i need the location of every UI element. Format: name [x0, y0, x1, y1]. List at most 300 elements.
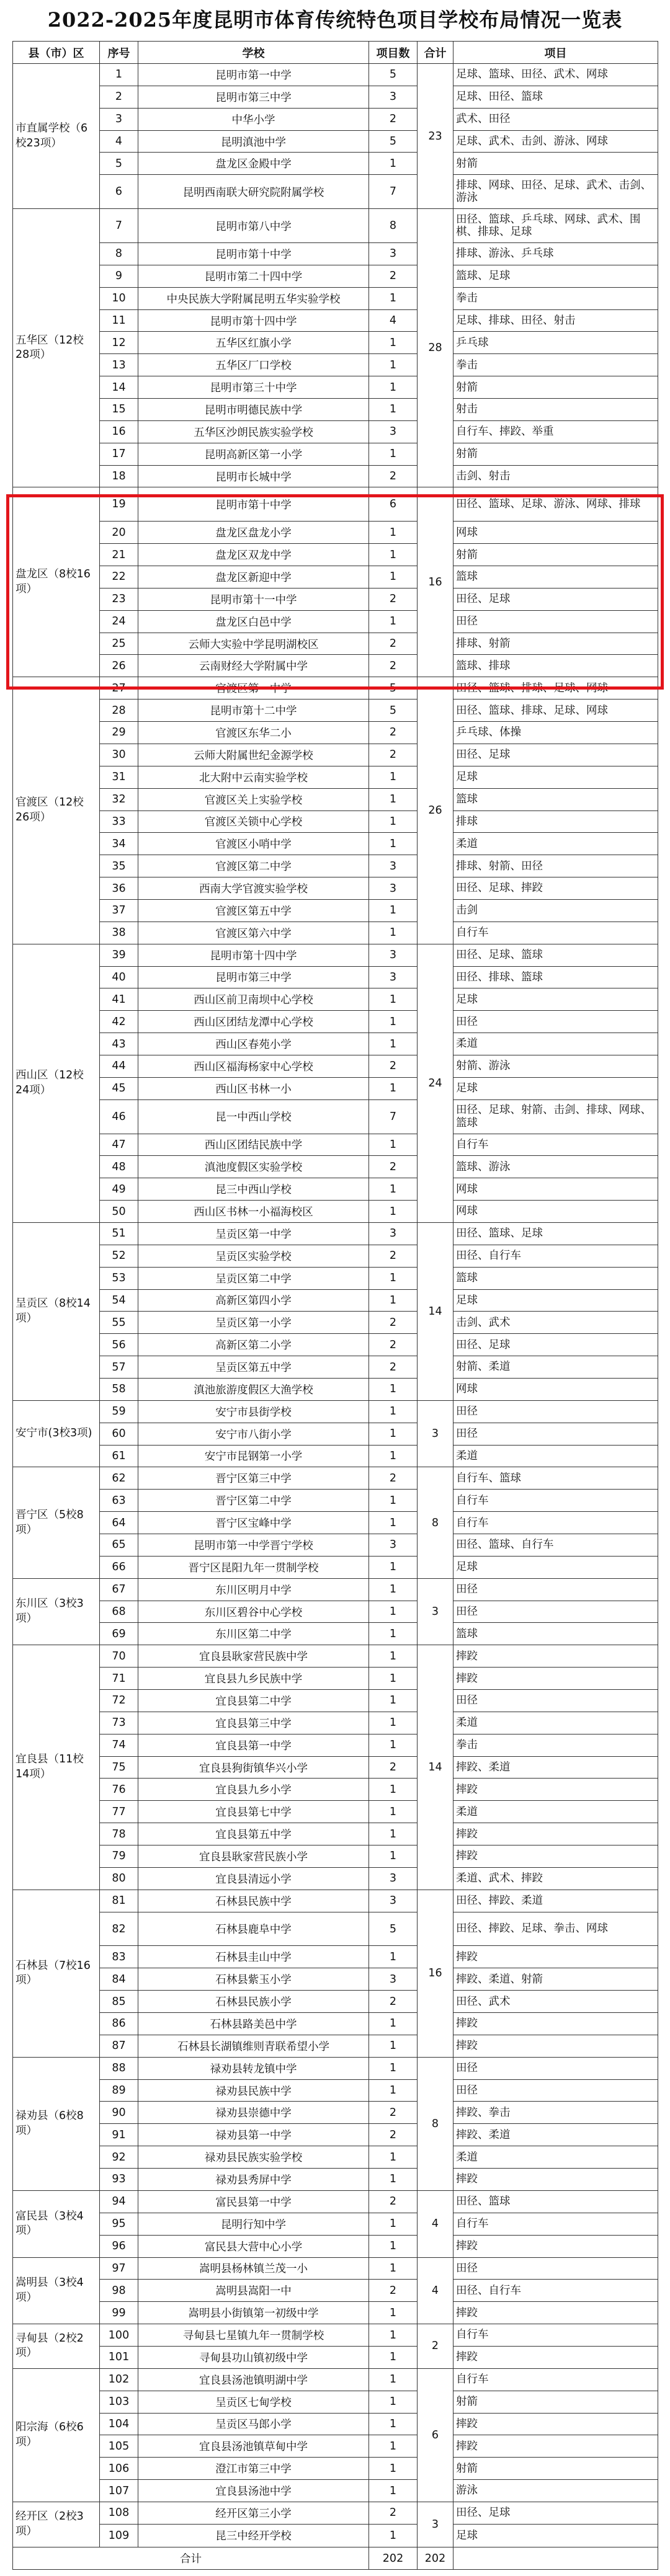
count-cell: 3: [369, 243, 418, 265]
count-cell: 3: [369, 877, 418, 900]
school-cell: 昆明市第十二中学: [138, 700, 369, 722]
header-total: 合计: [418, 42, 453, 64]
table-row: [13, 655, 658, 677]
school-cell: 呈贡区马郎小学: [138, 2413, 369, 2435]
table-row: [13, 1601, 658, 1623]
table-row: [13, 265, 658, 287]
table-row: [13, 1077, 658, 1099]
index-cell: 80: [100, 1867, 138, 1890]
projects-cell: 乒乓球: [453, 332, 658, 354]
school-cell: 禄劝县转龙镇中学: [138, 2057, 369, 2079]
index-cell: 109: [100, 2524, 138, 2547]
count-cell: 3: [369, 1867, 418, 1890]
projects-cell: 摔跤: [453, 2435, 658, 2458]
school-cell: 西山区团结民族中学: [138, 1134, 369, 1156]
table-row: [13, 833, 658, 855]
count-cell: 2: [369, 1055, 418, 1077]
projects-cell: 排球、网球、田径、足球、武术、击剑、游泳: [453, 175, 658, 209]
group-total-cell: 2: [418, 2324, 453, 2369]
region-cell: 经开区（2校3项）: [13, 2502, 100, 2547]
count-cell: 1: [369, 354, 418, 376]
school-cell: 呈贡区第一中学: [138, 1222, 369, 1245]
table-row: [13, 2480, 658, 2502]
school-cell: 高新区第四小学: [138, 1289, 369, 1312]
projects-cell: 柔道: [453, 1033, 658, 1055]
table-row: [13, 2391, 658, 2413]
count-cell: 1: [369, 1734, 418, 1756]
group-total-cell: 14: [418, 1222, 453, 1400]
index-cell: 15: [100, 399, 138, 421]
index-cell: 46: [100, 1099, 138, 1134]
projects-cell: 柔道: [453, 2146, 658, 2169]
index-cell: 18: [100, 465, 138, 487]
count-cell: 2: [369, 1334, 418, 1356]
school-cell: 昆明市第十中学: [138, 487, 369, 522]
projects-cell: 摔跤: [453, 2413, 658, 2435]
count-cell: 1: [369, 1011, 418, 1033]
region-cell: 五华区（12校28项）: [13, 209, 100, 487]
count-cell: 2: [369, 744, 418, 766]
count-cell: 1: [369, 1645, 418, 1668]
projects-cell: 击剑、武术: [453, 1312, 658, 1334]
count-cell: 1: [369, 2413, 418, 2435]
count-cell: 2: [369, 1245, 418, 1267]
region-cell: 盘龙区（8校16项）: [13, 487, 100, 677]
projects-cell: 足球、篮球、田径、武术、网球: [453, 64, 658, 86]
table-row: [13, 1267, 658, 1289]
index-cell: 107: [100, 2480, 138, 2502]
count-cell: 8: [369, 209, 418, 243]
school-cell: 晋宁区宝峰中学: [138, 1512, 369, 1534]
school-cell: 滇池旅游度假区大渔学校: [138, 1378, 369, 1400]
school-cell: 官渡区关锁中心学校: [138, 811, 369, 833]
index-cell: 12: [100, 332, 138, 354]
index-cell: 50: [100, 1201, 138, 1223]
index-cell: 66: [100, 1556, 138, 1578]
count-cell: 1: [369, 2146, 418, 2169]
count-cell: 1: [369, 2391, 418, 2413]
school-cell: 宜良县第一中学: [138, 1734, 369, 1756]
school-cell: 盘龙区白邑中学: [138, 610, 369, 633]
table-row: [13, 1734, 658, 1756]
count-cell: 1: [369, 1445, 418, 1467]
count-cell: 2: [369, 1467, 418, 1490]
projects-cell: 足球: [453, 766, 658, 788]
school-cell: 晋宁区第二中学: [138, 1490, 369, 1512]
index-cell: 22: [100, 566, 138, 588]
count-cell: 2: [369, 2190, 418, 2213]
projects-cell: 射箭: [453, 2458, 658, 2480]
count-cell: 2: [369, 265, 418, 287]
table-row: [13, 944, 658, 966]
count-cell: 1: [369, 2458, 418, 2480]
table-row: [13, 877, 658, 900]
index-cell: 55: [100, 1312, 138, 1334]
table-row: [13, 1867, 658, 1890]
table-row: [13, 1289, 658, 1312]
projects-cell: 田径、篮球、足球、游泳、网球、排球: [453, 487, 658, 522]
projects-cell: 摔跤: [453, 2013, 658, 2035]
region-cell: 西山区（12校24项）: [13, 944, 100, 1222]
projects-cell: 自行车: [453, 1134, 658, 1156]
projects-cell: 田径、篮球、排球、足球、网球: [453, 700, 658, 722]
index-cell: 81: [100, 1890, 138, 1912]
index-cell: 19: [100, 487, 138, 522]
school-cell: 昆三中经开学校: [138, 2524, 369, 2547]
table-row: [13, 1490, 658, 1512]
projects-cell: 田径: [453, 2257, 658, 2280]
table-row: [13, 1334, 658, 1356]
group-total-cell: 23: [418, 64, 453, 209]
projects-cell: 自行车: [453, 2324, 658, 2347]
region-cell: 禄劝县（6校8项）: [13, 2057, 100, 2190]
table-row: [13, 1512, 658, 1534]
projects-cell: 篮球: [453, 1267, 658, 1289]
index-cell: 2: [100, 86, 138, 108]
count-cell: 1: [369, 1267, 418, 1289]
projects-cell: 田径、武术: [453, 1991, 658, 2013]
table-row: [13, 209, 658, 243]
school-cell: 嵩明县嵩阳一中: [138, 2280, 369, 2302]
school-cell: 官渡区第一中学: [138, 677, 369, 700]
index-cell: 92: [100, 2146, 138, 2169]
index-cell: 86: [100, 2013, 138, 2035]
school-cell: 昆明市第三中学: [138, 86, 369, 108]
projects-cell: 篮球: [453, 788, 658, 811]
school-cell: 呈贡区七甸学校: [138, 2391, 369, 2413]
projects-cell: 摔跤: [453, 2035, 658, 2057]
count-cell: 3: [369, 86, 418, 108]
index-cell: 17: [100, 443, 138, 465]
school-cell: 北大附中云南实验学校: [138, 766, 369, 788]
index-cell: 94: [100, 2190, 138, 2213]
count-cell: 1: [369, 1378, 418, 1400]
count-cell: 2: [369, 1356, 418, 1379]
count-cell: 1: [369, 811, 418, 833]
projects-cell: 田径、摔跤、足球、拳击、网球: [453, 1912, 658, 1946]
index-cell: 77: [100, 1801, 138, 1823]
index-cell: 85: [100, 1991, 138, 2013]
count-cell: 1: [369, 788, 418, 811]
table-row: [13, 354, 658, 376]
projects-cell: 田径、自行车: [453, 2280, 658, 2302]
count-cell: 2: [369, 2280, 418, 2302]
projects-cell: 足球、田径、篮球: [453, 86, 658, 108]
projects-cell: 网球: [453, 1378, 658, 1400]
index-cell: 42: [100, 1011, 138, 1033]
school-cell: 宜良县耿家营民族小学: [138, 1845, 369, 1868]
table-row: [13, 1423, 658, 1445]
index-cell: 6: [100, 175, 138, 209]
table-row: [13, 2502, 658, 2524]
table-row: [13, 811, 658, 833]
index-cell: 89: [100, 2079, 138, 2102]
table-row: [13, 332, 658, 354]
index-cell: 64: [100, 1512, 138, 1534]
index-cell: 1: [100, 64, 138, 86]
index-cell: 69: [100, 1623, 138, 1645]
school-cell: 西山区书林一小福海校区: [138, 1201, 369, 1223]
table-row: [13, 1467, 658, 1490]
projects-cell: 击剑: [453, 899, 658, 922]
count-cell: 2: [369, 1756, 418, 1779]
count-cell: 1: [369, 1512, 418, 1534]
school-cell: 寻甸县功山镇初级中学: [138, 2346, 369, 2368]
region-cell: 富民县（3校4项）: [13, 2190, 100, 2257]
table-row: [13, 2280, 658, 2302]
projects-cell: 篮球、游泳: [453, 1156, 658, 1178]
table-row: [13, 2324, 658, 2347]
count-cell: 1: [369, 988, 418, 1011]
index-cell: 74: [100, 1734, 138, 1756]
index-cell: 38: [100, 922, 138, 944]
index-cell: 73: [100, 1712, 138, 1734]
table-row: [13, 2190, 658, 2213]
school-cell: 宜良县第三中学: [138, 1712, 369, 1734]
school-cell: 石林县长湖镇维则青联希望小学: [138, 2035, 369, 2057]
school-cell: 石林县鹿阜中学: [138, 1912, 369, 1946]
index-cell: 39: [100, 944, 138, 966]
group-total-cell: 24: [418, 944, 453, 1222]
table-row: [13, 2124, 658, 2146]
table-row: [13, 677, 658, 700]
count-cell: 1: [369, 332, 418, 354]
index-cell: 52: [100, 1245, 138, 1267]
projects-cell: 柔道: [453, 1445, 658, 1467]
count-cell: 1: [369, 1779, 418, 1801]
projects-cell: 摔跤: [453, 1779, 658, 1801]
index-cell: 108: [100, 2502, 138, 2524]
index-cell: 10: [100, 287, 138, 309]
school-cell: 云南财经大学附属中学: [138, 655, 369, 677]
count-cell: 1: [369, 1623, 418, 1645]
projects-cell: 田径: [453, 1400, 658, 1423]
school-cell: 石林县圭山中学: [138, 1946, 369, 1968]
table-row: [13, 2346, 658, 2368]
table-row: [13, 1668, 658, 1690]
school-cell: 禄劝县秀屏中学: [138, 2169, 369, 2191]
index-cell: 72: [100, 1690, 138, 1712]
school-cell: 官渡区第六中学: [138, 922, 369, 944]
count-cell: 5: [369, 700, 418, 722]
count-cell: 1: [369, 1712, 418, 1734]
table-row: [13, 544, 658, 566]
school-cell: 官渡区东华二小: [138, 722, 369, 744]
school-cell: 石林县民族小学: [138, 1991, 369, 2013]
count-cell: 1: [369, 1946, 418, 1968]
table-row: [13, 988, 658, 1011]
table-row: [13, 443, 658, 465]
count-cell: 3: [369, 1890, 418, 1912]
school-cell: 澄江市第三中学: [138, 2458, 369, 2480]
projects-cell: 足球、排球、田径、射击: [453, 309, 658, 332]
index-cell: 43: [100, 1033, 138, 1055]
page-title: 2022-2025年度昆明市体育传统特色项目学校布局情况一览表: [47, 8, 623, 32]
projects-cell: 足球、武术、击剑、游泳、网球: [453, 130, 658, 153]
region-cell: 市直属学校（6校23项）: [13, 64, 100, 209]
school-cell: 富民县第一中学: [138, 2190, 369, 2213]
index-cell: 82: [100, 1912, 138, 1946]
projects-cell: 田径: [453, 2079, 658, 2102]
school-cell: 石林县路美邑中学: [138, 2013, 369, 2035]
header-projects: 项目: [453, 42, 658, 64]
projects-cell: 射箭、游泳: [453, 1055, 658, 1077]
projects-cell: 田径: [453, 1578, 658, 1601]
projects-cell: 自行车、篮球: [453, 1467, 658, 1490]
header-index: 序号: [100, 42, 138, 64]
table-row: [13, 610, 658, 633]
index-cell: 63: [100, 1490, 138, 1512]
school-cell: 昆明市第八中学: [138, 209, 369, 243]
index-cell: 76: [100, 1779, 138, 1801]
count-cell: 1: [369, 2235, 418, 2257]
table-row: [13, 1099, 658, 1134]
table-row: [13, 966, 658, 988]
index-cell: 47: [100, 1134, 138, 1156]
table-row: [13, 1534, 658, 1557]
region-cell: 东川区（3校3项）: [13, 1578, 100, 1645]
index-cell: 58: [100, 1378, 138, 1400]
school-cell: 云师大实验中学昆明湖校区: [138, 633, 369, 655]
table-row: [13, 1968, 658, 1991]
school-cell: 石林县紫玉小学: [138, 1968, 369, 1991]
school-cell: 宜良县汤池镇草甸中学: [138, 2435, 369, 2458]
index-cell: 48: [100, 1156, 138, 1178]
table-row: [13, 788, 658, 811]
group-total-cell: 4: [418, 2190, 453, 2257]
count-cell: 4: [369, 309, 418, 332]
count-cell: 3: [369, 420, 418, 443]
school-cell: 盘龙区盘龙小学: [138, 522, 369, 544]
index-cell: 44: [100, 1055, 138, 1077]
index-cell: 54: [100, 1289, 138, 1312]
projects-cell: 排球、射箭、田径: [453, 855, 658, 877]
projects-cell: 田径、摔跤、柔道: [453, 1890, 658, 1912]
count-cell: 1: [369, 376, 418, 399]
school-cell: 东川区明月中学: [138, 1578, 369, 1601]
count-cell: 1: [369, 1601, 418, 1623]
index-cell: 99: [100, 2302, 138, 2324]
table-row: [13, 243, 658, 265]
school-cell: 石林县民族中学: [138, 1890, 369, 1912]
school-cell: 云师大附属世纪金源学校: [138, 744, 369, 766]
school-cell: 官渡区第五中学: [138, 899, 369, 922]
count-cell: 1: [369, 1201, 418, 1223]
index-cell: 34: [100, 833, 138, 855]
group-total-cell: 14: [418, 1645, 453, 1890]
region-cell: 宜良县（11校14项）: [13, 1645, 100, 1890]
projects-cell: 柔道: [453, 1712, 658, 1734]
count-cell: 1: [369, 2324, 418, 2347]
table-row: [13, 566, 658, 588]
index-cell: 88: [100, 2057, 138, 2079]
projects-cell: 武术、田径: [453, 108, 658, 130]
school-cell: 宜良县狗街镇华兴小学: [138, 1756, 369, 1779]
projects-cell: 击剑、射击: [453, 465, 658, 487]
projects-cell: 田径、排球、篮球: [453, 966, 658, 988]
table-row: [13, 2368, 658, 2391]
school-cell: 安宁市县街学校: [138, 1400, 369, 1423]
school-cell: 禄劝县第一中学: [138, 2124, 369, 2146]
table-row: [13, 1201, 658, 1223]
table-row: [13, 1690, 658, 1712]
school-cell: 宜良县第七中学: [138, 1801, 369, 1823]
count-cell: 1: [369, 2480, 418, 2502]
index-cell: 101: [100, 2346, 138, 2368]
index-cell: 103: [100, 2391, 138, 2413]
count-cell: 1: [369, 566, 418, 588]
count-cell: 1: [369, 1845, 418, 1868]
projects-cell: 田径: [453, 610, 658, 633]
projects-cell: 柔道、武术、摔跤: [453, 1867, 658, 1890]
table-row: [13, 2524, 658, 2547]
count-cell: 1: [369, 544, 418, 566]
count-cell: 1: [369, 2524, 418, 2547]
school-cell: 宜良县耿家营民族中学: [138, 1645, 369, 1668]
school-cell: 安宁市八街小学: [138, 1423, 369, 1445]
index-cell: 96: [100, 2235, 138, 2257]
footer-empty: [453, 2547, 658, 2570]
region-cell: 寻甸县（2校2项）: [13, 2324, 100, 2369]
index-cell: 33: [100, 811, 138, 833]
school-cell: 昆明市第一中学: [138, 64, 369, 86]
group-total-cell: 8: [418, 1467, 453, 1578]
index-cell: 95: [100, 2213, 138, 2235]
table-row: [13, 1222, 658, 1245]
region-cell: 嵩明县（3校4项）: [13, 2257, 100, 2324]
table-row: [13, 1245, 658, 1267]
index-cell: 9: [100, 265, 138, 287]
school-cell: 官渡区小哨中学: [138, 833, 369, 855]
group-total-cell: 6: [418, 2368, 453, 2502]
table-row: [13, 487, 658, 522]
index-cell: 57: [100, 1356, 138, 1379]
school-cell: 盘龙区金殿中学: [138, 153, 369, 175]
index-cell: 24: [100, 610, 138, 633]
table-row: [13, 1823, 658, 1845]
table-row: [13, 522, 658, 544]
count-cell: 7: [369, 1099, 418, 1134]
projects-cell: 游泳: [453, 2480, 658, 2502]
school-cell: 昆明市第三十中学: [138, 376, 369, 399]
table-row: [13, 899, 658, 922]
school-cell: 五华区红旗小学: [138, 332, 369, 354]
count-cell: 1: [369, 2169, 418, 2191]
region-cell: 安宁市(3校3项): [13, 1400, 100, 1467]
count-cell: 3: [369, 855, 418, 877]
index-cell: 61: [100, 1445, 138, 1467]
school-cell: 呈贡区第一小学: [138, 1312, 369, 1334]
region-cell: 晋宁区（5校8项）: [13, 1467, 100, 1578]
count-cell: 5: [369, 1912, 418, 1946]
projects-cell: 田径、篮球: [453, 2190, 658, 2213]
index-cell: 35: [100, 855, 138, 877]
index-cell: 93: [100, 2169, 138, 2191]
table-row: [13, 1033, 658, 1055]
index-cell: 32: [100, 788, 138, 811]
index-cell: 27: [100, 677, 138, 700]
projects-cell: 足球: [453, 2524, 658, 2547]
count-cell: 1: [369, 2013, 418, 2035]
group-total-cell: 3: [418, 2502, 453, 2547]
index-cell: 14: [100, 376, 138, 399]
school-cell: 富民县大营中心小学: [138, 2235, 369, 2257]
projects-cell: 网球: [453, 1178, 658, 1201]
projects-cell: 田径、足球: [453, 1334, 658, 1356]
count-cell: 1: [369, 2435, 418, 2458]
index-cell: 59: [100, 1400, 138, 1423]
index-cell: 83: [100, 1946, 138, 1968]
